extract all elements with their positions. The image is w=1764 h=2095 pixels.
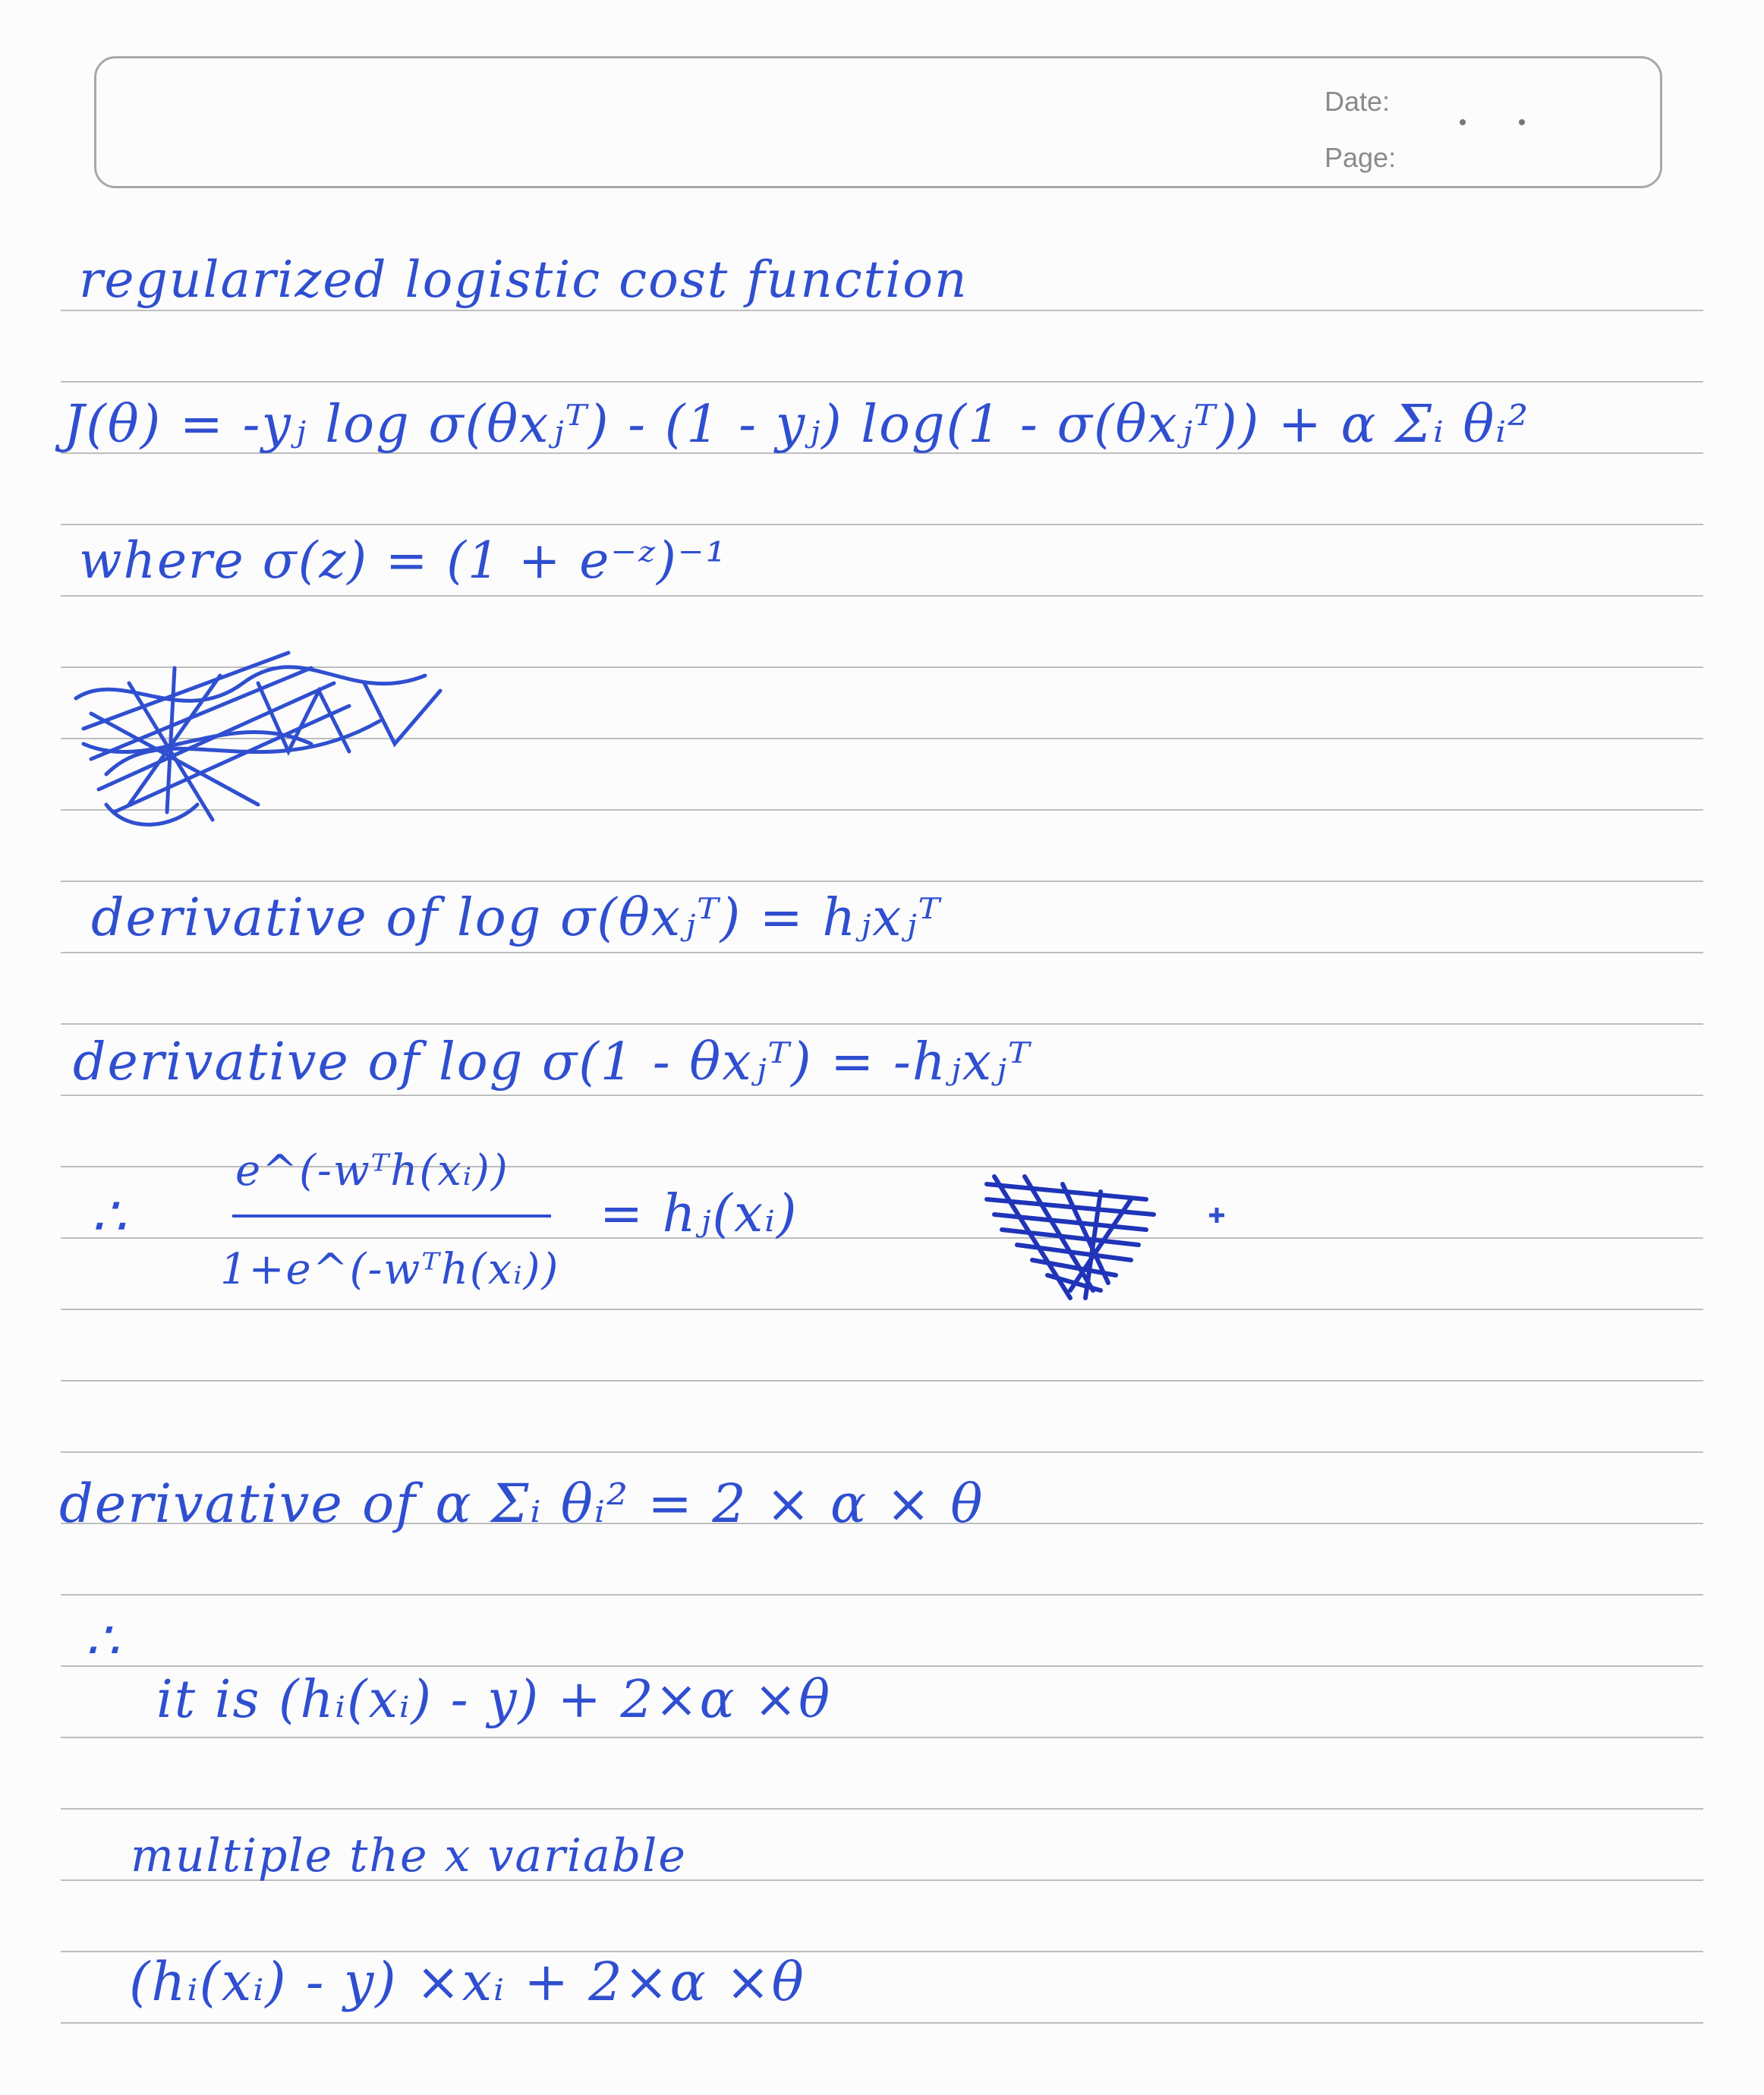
- ruled-line: [61, 881, 1703, 882]
- stray-mark: [1205, 1204, 1228, 1227]
- ruled-line: [61, 952, 1703, 953]
- ruled-line: [61, 595, 1703, 597]
- ruled-line: [61, 1309, 1703, 1310]
- ruled-line: [61, 1808, 1703, 1810]
- date-dot-2: [1519, 119, 1525, 125]
- derivative-log-sigma: derivative of log σ(θxⱼᵀ) = hⱼxⱼᵀ: [91, 888, 941, 948]
- therefore-symbol-2: ∴: [85, 1609, 121, 1671]
- ruled-line: [61, 1737, 1703, 1738]
- page-label: Page:: [1325, 142, 1397, 173]
- therefore-symbol: ∴: [91, 1184, 128, 1248]
- multiply-note: multiple the x variable: [131, 1829, 687, 1882]
- derivative-log-one-minus: derivative of log σ(1 - θxⱼᵀ) = -hⱼxⱼᵀ: [73, 1032, 1032, 1092]
- ruled-line: [61, 1095, 1703, 1096]
- ruled-line: [61, 1665, 1703, 1667]
- ink-blot-scribble: [979, 1161, 1161, 1306]
- derivative-regularizer: derivative of α Σᵢ θᵢ² = 2 × α × θ: [59, 1473, 984, 1535]
- fraction-bar: [232, 1214, 551, 1218]
- fraction-denominator: 1+e^(-wᵀh(xᵢ)): [220, 1245, 560, 1294]
- date-label: Date:: [1325, 86, 1391, 117]
- ruled-line: [61, 310, 1703, 311]
- ruled-line: [61, 381, 1703, 383]
- ruled-line: [61, 1380, 1703, 1381]
- ruled-line: [61, 1023, 1703, 1025]
- sigmoid-definition: where σ(z) = (1 + e⁻ᶻ)⁻¹: [79, 531, 728, 590]
- cost-equation: J(θ) = -yⱼ log σ(θxⱼᵀ) - (1 - yⱼ) log(1 - σ(θxⱼᵀ)) + α Σᵢ θᵢ²: [64, 395, 1530, 455]
- header-box: [94, 56, 1662, 188]
- ruled-line: [61, 1451, 1703, 1453]
- ruled-line: [61, 1594, 1703, 1596]
- final-gradient: (hᵢ(xᵢ) - y) ×xᵢ + 2×α ×θ: [129, 1951, 805, 2013]
- notes-title: regularized logistic cost function: [79, 250, 969, 309]
- ruled-line: [61, 2022, 1703, 2024]
- fraction-numerator: e^(-wᵀh(xᵢ)): [235, 1146, 509, 1196]
- fraction-result: = hⱼ(xᵢ): [600, 1184, 799, 1244]
- ruled-line: [61, 1237, 1703, 1239]
- date-dot-1: [1460, 119, 1466, 125]
- ruled-line: [61, 524, 1703, 525]
- crossed-out-scribble: [61, 638, 455, 835]
- gradient-line: it is (hᵢ(xᵢ) - y) + 2×α ×θ: [156, 1670, 832, 1730]
